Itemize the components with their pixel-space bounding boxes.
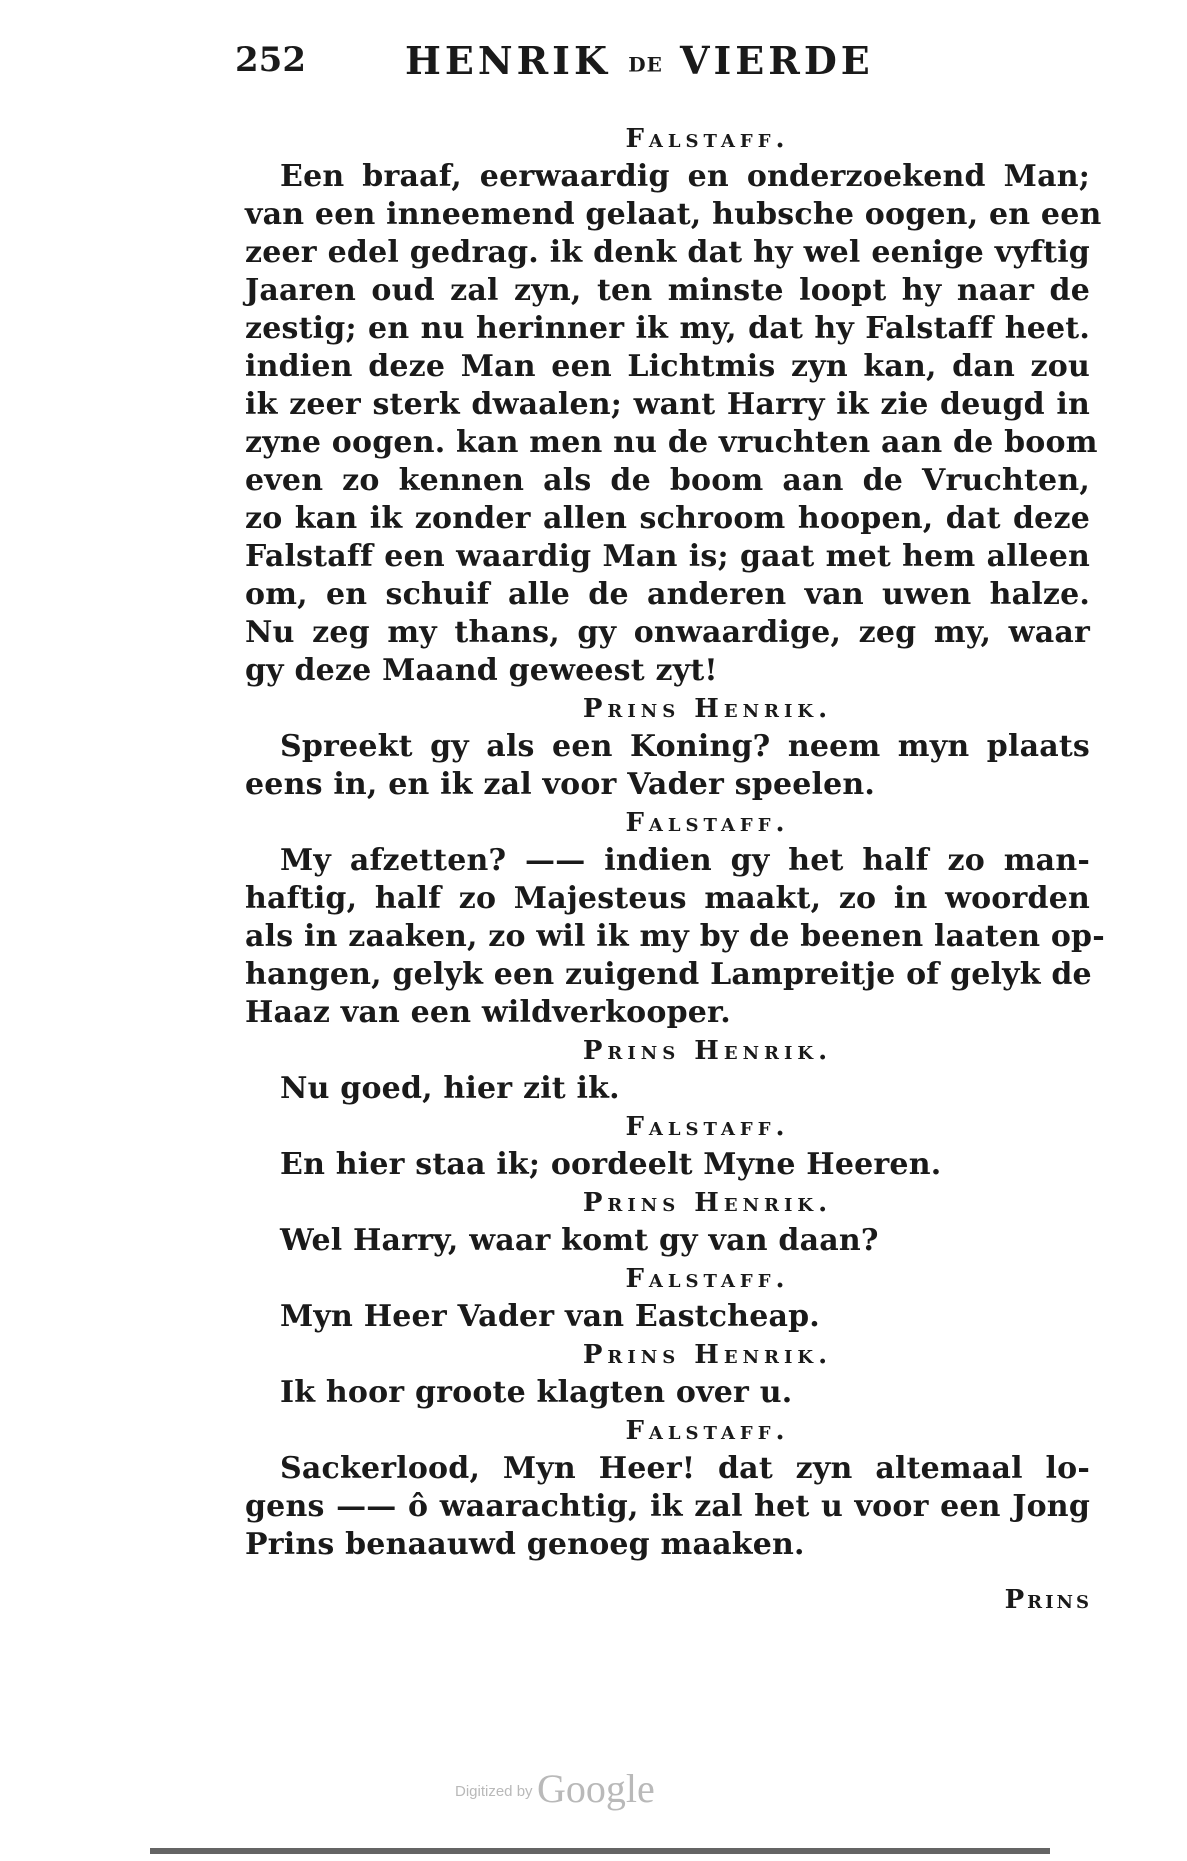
text-line: Sackerlood, Myn Heer! dat zyn altemaal lo- xyxy=(280,1451,1090,1486)
text-line: als in zaaken, zo wil ik my by de beenen laaten op- xyxy=(245,919,1105,954)
text-line: even zo kennen als de boom aan de Vruchten, xyxy=(245,463,1090,498)
text-line: Nu zeg my thans, gy onwaardige, zeg my, waar xyxy=(245,615,1090,650)
text-line: Falstaff een waardig Man is; gaat met hem alleen xyxy=(245,539,1090,574)
digitized-watermark xyxy=(455,1765,655,1812)
catchword: Prins xyxy=(1004,1585,1092,1615)
text-line: En hier staa ik; oordeelt Myne Heeren. xyxy=(280,1147,942,1182)
speaker-name: Prins Henrik. xyxy=(582,1188,833,1218)
text-line: haftig, half zo Majesteus maakt, zo in woorden xyxy=(245,881,1090,916)
speaker-name: Falstaff. xyxy=(625,1112,790,1142)
scan-edge-mark xyxy=(150,1848,1050,1854)
text-line: indien deze Man een Lichtmis zyn kan, dan zou xyxy=(245,349,1090,384)
speaker-name: Prins Henrik. xyxy=(582,1340,833,1370)
text-line: ik zeer sterk dwaalen; want Harry ik zie deugd in xyxy=(245,387,1090,422)
page-header xyxy=(235,38,1095,88)
text-line: Jaaren oud zal zyn, ten minste loopt hy naar de xyxy=(245,273,1090,308)
text-line: zo kan ik zonder allen schroom hoopen, dat deze xyxy=(245,501,1090,536)
speaker-name: Falstaff. xyxy=(625,808,790,838)
speaker-name: Prins Henrik. xyxy=(582,694,833,724)
text-line: zestig; en nu herinner ik my, dat hy Falstaff heet. xyxy=(245,311,1090,346)
running-title-henrik: HENRIK xyxy=(405,38,611,83)
text-line: My afzetten? —— indien gy het half zo man- xyxy=(280,843,1090,878)
speaker-name: Falstaff. xyxy=(625,1264,790,1294)
text-line: gens —— ô waarachtig, ik zal het u voor een Jong xyxy=(245,1489,1090,1524)
running-title-de: DE xyxy=(628,52,663,77)
text-line: Ik hoor groote klagten over u. xyxy=(280,1375,793,1410)
text-line: gy deze Maand geweest zyt! xyxy=(245,653,718,688)
text-line: van een inneemend gelaat, hubsche oogen, en een xyxy=(245,197,1102,232)
text-line: eens in, en ik zal voor Vader speelen. xyxy=(245,767,876,802)
text-line: zeer edel gedrag. ik denk dat hy wel eenige vyftig xyxy=(245,235,1090,270)
google-logo: Google xyxy=(537,1766,655,1811)
text-line: om, en schuif alle de anderen van uwen halze. xyxy=(245,577,1090,612)
text-line: Myn Heer Vader van Eastcheap. xyxy=(280,1299,820,1334)
dialogue-text xyxy=(245,120,1105,1564)
page-number: 252 xyxy=(235,40,306,80)
text-line: zyne oogen. kan men nu de vruchten aan de boom xyxy=(245,425,1098,460)
text-line: Haaz van een wildverkooper. xyxy=(245,995,731,1030)
running-title xyxy=(405,38,874,83)
text-line: hangen, gelyk een zuigend Lampreitje of gelyk de xyxy=(245,957,1092,992)
text-line: Spreekt gy als een Koning? neem myn plaats xyxy=(280,729,1090,764)
text-line: Prins benaauwd genoeg maaken. xyxy=(245,1527,805,1562)
text-line: Nu goed, hier zit ik. xyxy=(280,1071,620,1106)
speaker-name: Falstaff. xyxy=(625,124,790,154)
text-line: Een braaf, eerwaardig en onderzoekend Man; xyxy=(280,159,1090,194)
speaker-name: Prins Henrik. xyxy=(582,1036,833,1066)
running-title-vierde: VIERDE xyxy=(680,38,874,83)
speaker-name: Falstaff. xyxy=(625,1416,790,1446)
watermark-prefix: Digitized by xyxy=(455,1783,533,1800)
text-line: Wel Harry, waar komt gy van daan? xyxy=(280,1223,879,1258)
